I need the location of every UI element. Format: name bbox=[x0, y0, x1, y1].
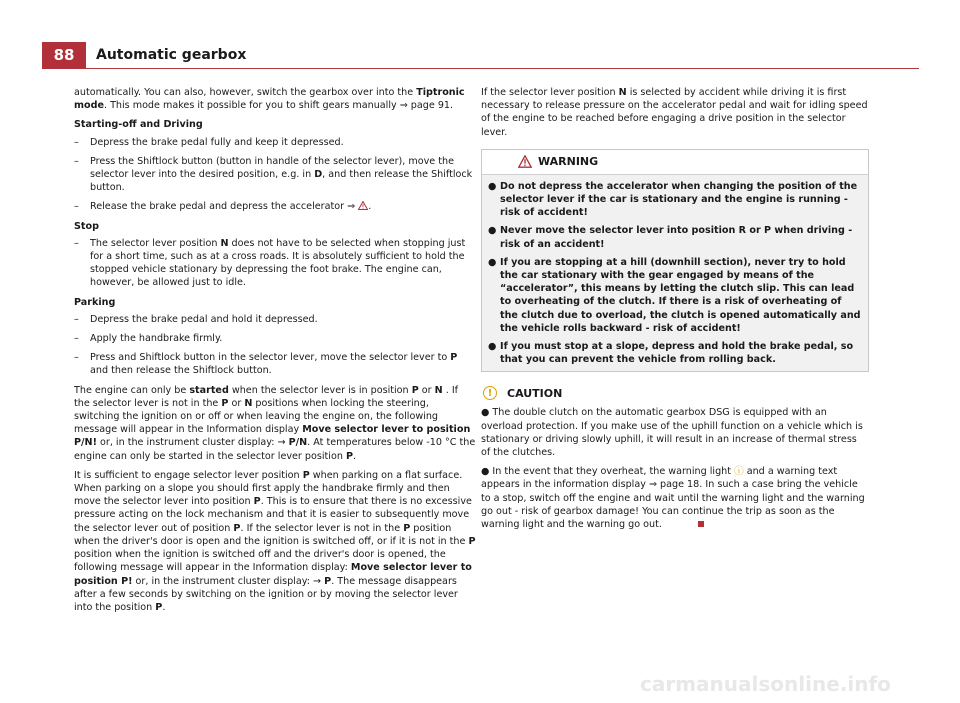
warning-item: ● If you are stopping at a hill (downhill section), never try to hold the car stationary with the gear engaged by means of the “accelerator”, this means by letting the clutch slip. This can lead to overheating of the clutch. If there is a risk of overheating of the clutch due to overload, the clutch is opened automatically and the vehicle rolls backward - risk of accident! bbox=[488, 256, 861, 334]
caution-header bbox=[481, 386, 869, 402]
warning-item: ● Never move the selector lever into position R or P when driving - risk of an accident! bbox=[488, 225, 853, 250]
left-column bbox=[74, 86, 476, 620]
caution-item: ● The double clutch on the automatic gearbox DSG is equipped with an overload protection. If you make use of the uphill function on a vehicle which is stationary or driving slowly uphill, it will result in an increase of thermal stress of the clutches. bbox=[481, 407, 863, 459]
list-item: – Depress the brake pedal fully and keep it depressed. bbox=[74, 136, 476, 149]
stop-heading: Stop bbox=[74, 220, 99, 232]
warning-triangle-icon bbox=[518, 155, 532, 168]
caution-icon: ! bbox=[483, 386, 497, 400]
clutch-warning-light-icon: ⓘ bbox=[734, 466, 744, 478]
page-header bbox=[42, 42, 919, 69]
parking-paragraph: It is sufficient to engage selector lever position P when parking on a flat surface. When parking on a slope you should first apply the handbrake firmly and then move the selector lever into position P. This is to ensure that there is no excessive pressure acting on the lock mechanism and that it is easier to subsequently move the selector lever out of position P. If the selector lever is not in the P position when the driver's door is open and the ignition is switched off, or if it is not in the P position when the ignition is switched off and the driver's door is opened, the following message will appear in the Information display: Move selector lever to position P! or, in the instrument cluster display: → P. The message disappears after a few seconds by switching on the ignition or by moving the selector lever into the position P. bbox=[74, 469, 476, 613]
warning-title: WARNING bbox=[538, 154, 599, 168]
list-item: – Depress the brake pedal and hold it depressed. bbox=[74, 313, 476, 326]
warning-item: ● Do not depress the accelerator when changing the position of the selector lever if the car is stationary and the engine is running - risk of accident! bbox=[488, 180, 858, 219]
selector-intro-paragraph: If the selector lever position N is selected by accident while driving it is first necessary to release pressure on the accelerator pedal and wait for idling speed of the engine to be reached before engaging a drive position in the selector lever. bbox=[481, 87, 868, 138]
list-item: – Press and Shiftlock button in the selector lever, move the selector lever to P and then release the Shiftlock button. bbox=[74, 351, 476, 377]
parking-heading: Parking bbox=[74, 296, 116, 308]
warning-body bbox=[482, 175, 868, 372]
warning-box bbox=[481, 149, 869, 373]
starting-heading: Starting-off and Driving bbox=[74, 119, 203, 131]
intro-paragraph: automatically. You can also, however, switch the gearbox over into the Tiptronic mode. This mode makes it possible for you to shift gears manually ⇒ page 91. bbox=[74, 87, 465, 112]
list-item: – Apply the handbrake firmly. bbox=[74, 332, 476, 345]
page-title: Automatic gearbox bbox=[96, 47, 247, 63]
watermark: carmanualsonline.info bbox=[640, 672, 891, 696]
warning-header bbox=[482, 150, 868, 175]
right-column bbox=[481, 86, 869, 537]
warning-icon[interactable] bbox=[358, 201, 368, 210]
caution-item: ● In the event that they overheat, the warning light ⓘ and a warning text appears in the information display ⇒ page 18. In such a case bring the vehicle to a stop, switch off the engine and wait until the warning light and the warning go out - risk of gearbox damage! You can continue the trip as soon as the warning light and the warning go out. bbox=[481, 466, 865, 531]
warning-item: ● If you must stop at a slope, depress and hold the brake pedal, so that you can prevent the vehicle from rolling back. bbox=[488, 341, 854, 366]
list-item: – Release the brake pedal and depress the accelerator ⇒ . bbox=[74, 200, 476, 213]
section-end-marker bbox=[698, 521, 704, 527]
list-item: – The selector lever position N does not have to be selected when stopping just for a short time, such as at a cross roads. It is absolutely sufficient to hold the stopped vehicle stationary by depressing the foot brake. The engine can, however, be allowed just to idle. bbox=[74, 237, 476, 290]
caution-title: CAUTION bbox=[507, 387, 563, 401]
page-number: 88 bbox=[42, 42, 86, 69]
list-item: – Press the Shiftlock button (button in handle of the selector lever), move the selector lever into the desired position, e.g. in D, and then release the Shiftlock button. bbox=[74, 155, 476, 195]
engine-start-paragraph: The engine can only be started when the selector lever is in position P or N . If the selector lever is not in the P or N positions when locking the steering, switching the ignition on or off or when leaving the engine on, the following message will appear in the Information display Move selector lever to position P/N! or, in the instrument cluster display: → P/N. At temperatures below -10 °C the engine can only be started in the selector lever position P. bbox=[74, 384, 476, 462]
